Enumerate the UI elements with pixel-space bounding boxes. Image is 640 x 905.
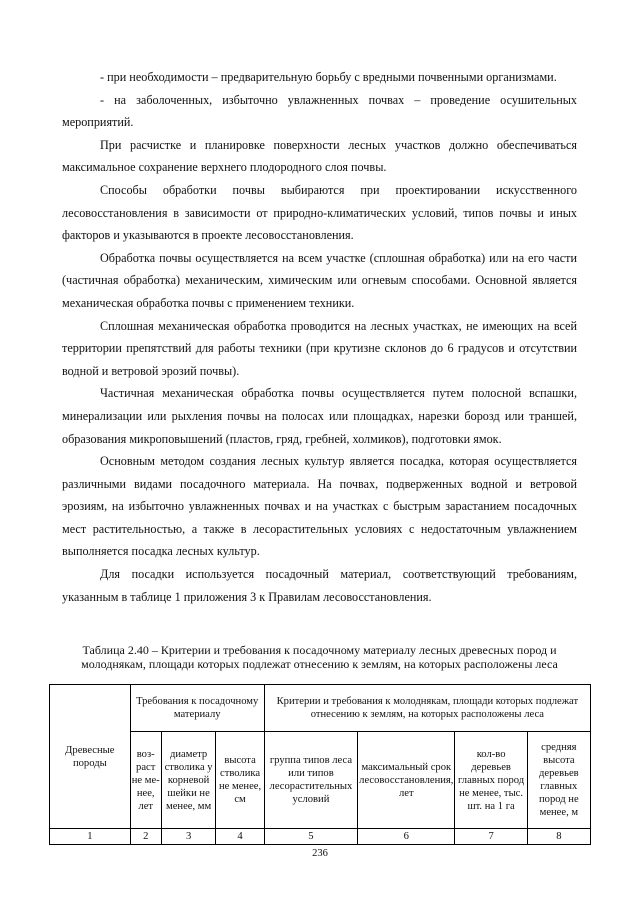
header-young-stands: Критерии и требования к молоднякам, площади которых подлежат отнесению к землям, на которых расположены леса: [264, 685, 590, 732]
column-number: 4: [216, 829, 264, 845]
column-number: 3: [161, 829, 216, 845]
paragraph: Для посадки используется посадочный материал, соответствующий требованиям, указанным в таблице 1 приложения 3 к Правилам лесовосстановления.: [62, 567, 577, 604]
paragraph: При расчистке и планировке поверхности лесных участков должно обеспечиваться максимальное сохранение верхнего плодородного слоя почвы.: [62, 137, 577, 175]
header-max-period: максимальный срок лесовосстановления, лет: [358, 732, 455, 829]
column-number: 2: [130, 829, 161, 845]
table-caption: Таблица 2.40 – Критерии и требования к посадочному материалу лесных древесных пород и молоднякам, площади которых подлежат отнесению к землям, на которых расположены леса: [81, 643, 558, 671]
column-number: 5: [264, 829, 357, 845]
header-height: высота стволика не менее, см: [216, 732, 264, 829]
paragraph: Обработка почвы осуществляется на всем участке (сплошная обработка) или на его части (частичная обработка) механическим, химическим или огневым способами. Основной является механическая обработка почвы с применением техники.: [62, 250, 577, 310]
paragraph: Частичная механическая обработка почвы осуществляется путем полосной вспашки, минерализации или рыхления почвы на полосах или площадках, нарезки борозд или траншей, образования микроповышений (пластов, гряд, гребней, холмиков), подготовки ямок.: [62, 386, 577, 446]
paragraph: - на заболоченных, избыточно увлажненных почвах – проведение осушительных мероприятий.: [62, 92, 577, 130]
column-number: 7: [455, 829, 527, 845]
header-planting-material: Требования к посадочному материалу: [130, 685, 264, 732]
header-tree-count: кол-во деревьев главных пород не менее, тыс. шт. на 1 га: [455, 732, 527, 829]
paragraph: Основным методом создания лесных культур является посадка, которая осуществляется различными видами посадочного материала. На почвах, подверженных водной и ветровой эрозиям, на избыточно увлажненных почвах и на участках с быстрым зарастанием посадочных мест растительностью, а также в лесорастительных условиях с недостаточным увлажнением выполняется посадка лесных культур.: [62, 454, 577, 559]
table-header-row: [50, 685, 591, 732]
page-number: 236: [312, 848, 328, 859]
requirements-table: [49, 684, 591, 845]
paragraph: Способы обработки почвы выбираются при проектировании искусственного лесовосстановления в зависимости от природно-климатических условий, типов почвы и иных факторов и указываются в проекте лесовосстановления.: [62, 182, 577, 243]
table-row: [50, 829, 591, 845]
header-diameter: диаметр стволика у корневой шейки не менее, мм: [161, 732, 216, 829]
header-tree-species: Древесные породы: [50, 685, 131, 829]
paragraph: - при необходимости – предварительную борьбу с вредными почвенными организмами.: [100, 70, 557, 84]
column-number: 8: [527, 829, 590, 845]
column-number: 6: [358, 829, 455, 845]
paragraph: Сплошная механическая обработка проводится на лесных участках, не имеющих на всей территории препятствий для работы техники (при крутизне склонов до 6 градусов и отсутствии водной и ветровой эрозий почвы).: [62, 318, 577, 378]
header-forest-type-group: группа типов леса или типов лесорастительных условий: [264, 732, 357, 829]
column-number: 1: [50, 829, 131, 845]
body-text: [62, 66, 577, 608]
header-avg-height: средняя высота деревьев главных пород не менее, м: [527, 732, 590, 829]
table-subheader-row: [50, 732, 591, 829]
header-age: воз-раст не ме-нее, лет: [130, 732, 161, 829]
